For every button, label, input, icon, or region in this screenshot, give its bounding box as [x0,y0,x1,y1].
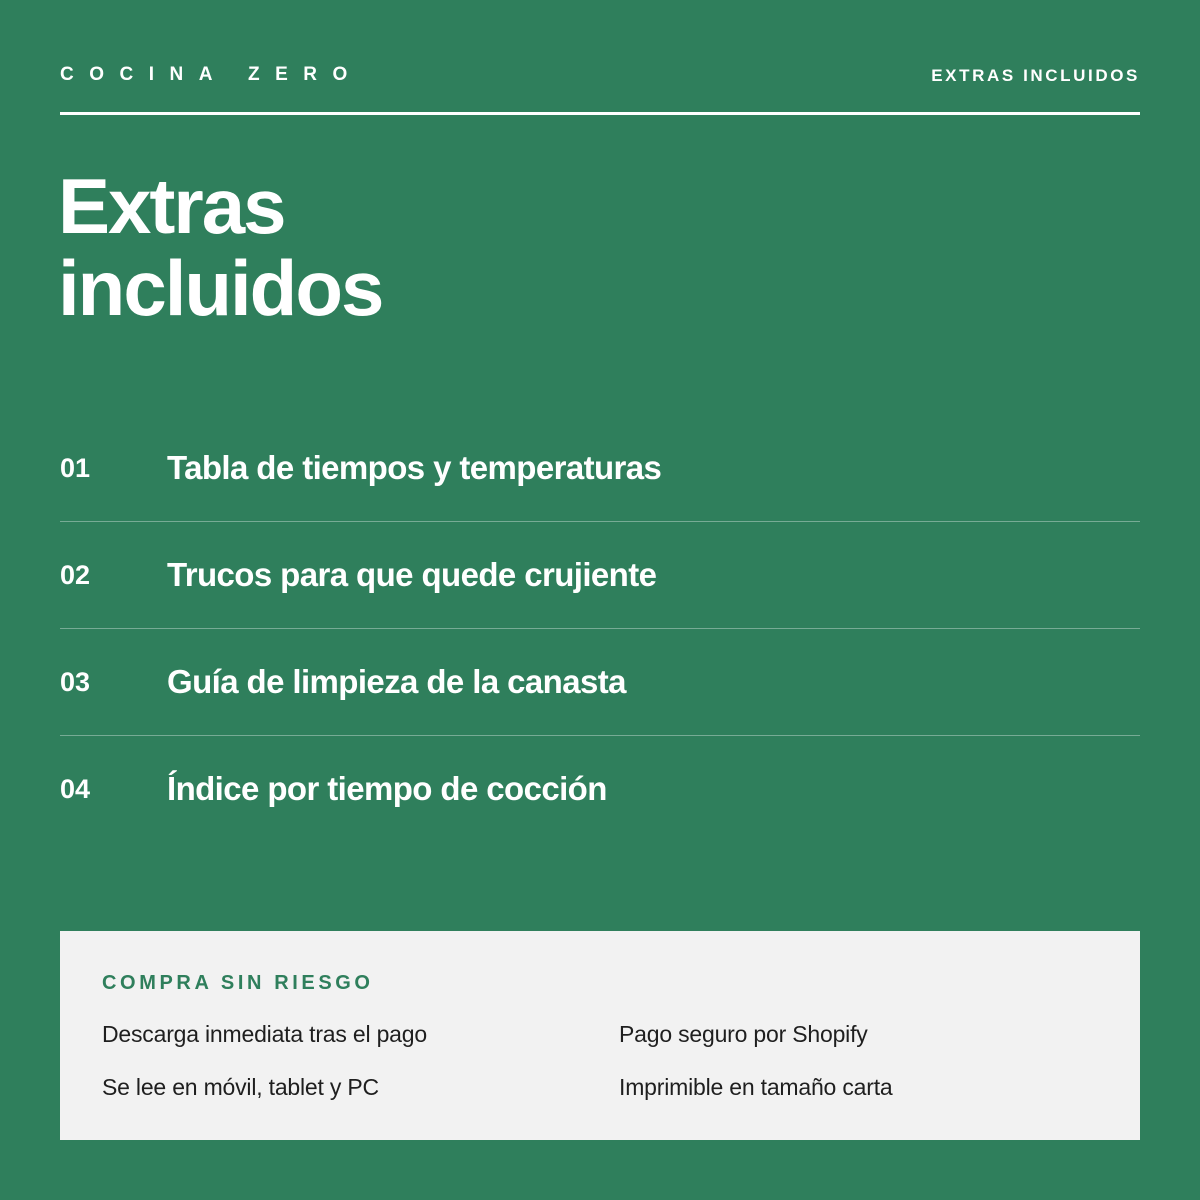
item-number: 04 [60,774,91,804]
feature-device-support: Se lee en móvil, tablet y PC [102,1074,379,1100]
list-item [60,629,1140,736]
item-number: 03 [60,667,91,697]
page-title [58,162,383,332]
extras-list [60,415,1140,843]
section-tag: EXTRAS INCLUIDOS [931,66,1140,85]
list-item [60,736,1140,843]
feature-instant-download: Descarga inmediata tras el pago [102,1021,427,1047]
guarantee-title: COMPRA SIN RIESGO [102,972,374,994]
feature-secure-payment: Pago seguro por Shopify [619,1021,868,1047]
feature-printable: Imprimible en tamaño carta [619,1074,893,1100]
item-label: Índice por tiempo de cocción [167,770,607,807]
brand-name: COCINA ZERO [60,64,363,85]
header [60,62,1140,92]
page-title-line-1: Extras [58,162,285,250]
item-label: Guía de limpieza de la canasta [167,663,626,700]
list-item [60,415,1140,522]
guarantee-panel [60,931,1140,1140]
page [60,0,1140,1200]
item-number: 01 [60,453,91,483]
item-number: 02 [60,560,91,590]
header-divider [60,112,1140,115]
item-label: Tabla de tiempos y temperaturas [167,449,662,486]
page-title-line-2: incluidos [58,244,383,332]
item-label: Trucos para que quede crujiente [167,556,657,593]
list-item [60,522,1140,629]
